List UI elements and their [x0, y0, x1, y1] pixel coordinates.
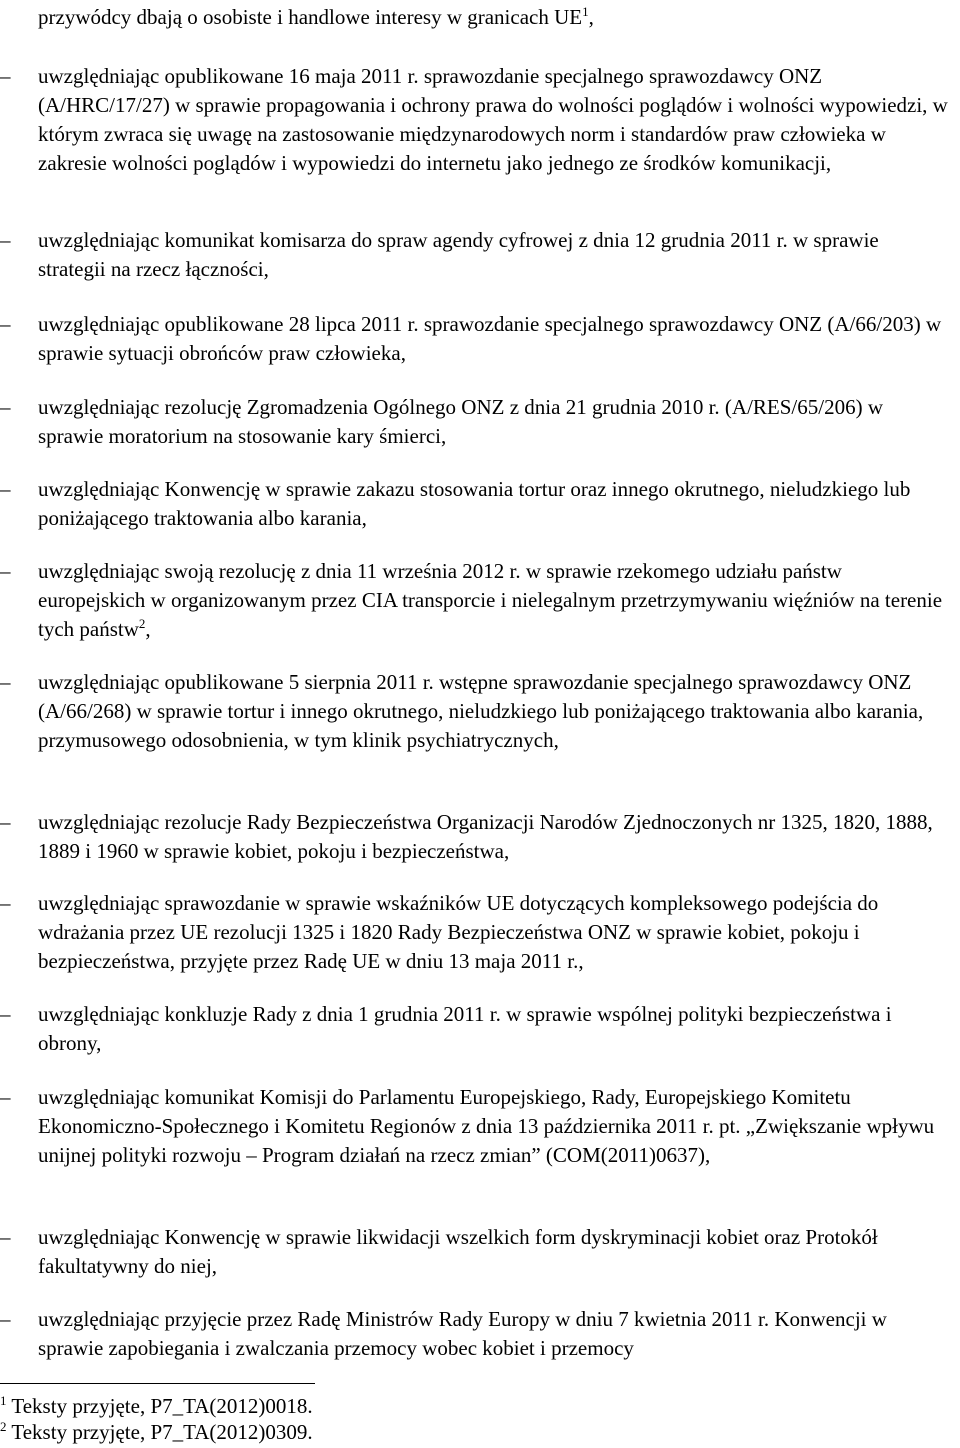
- paragraph-continuation: [38, 3, 950, 32]
- footnote-reference[interactable]: 2: [138, 616, 146, 631]
- dash-marker: –: [0, 228, 11, 252]
- paragraph-text: uwzględniając opublikowane 16 maja 2011 r. sprawozdanie specjalnego sprawozdawcy ONZ (A/HRC/17/27) w sprawie propagowania i ochrony prawa do wolności poglądów i wolności wypowiedzi, w którym zwraca się uwagę na zastosowanie międzynarodowych norm i standardów praw człowieka w zakresie wolności poglądów i wypowiedzi do internetu jako jednego ze środków komunikacji,: [38, 64, 948, 175]
- footnote: [0, 1419, 313, 1446]
- dash-marker: –: [0, 1085, 11, 1109]
- recital-paragraph: [0, 1223, 950, 1281]
- dash-marker: –: [0, 312, 11, 336]
- dash-marker: –: [0, 559, 11, 583]
- footnote-mark: 2: [0, 1419, 7, 1434]
- paragraph-tail: ,: [588, 5, 594, 29]
- recital-paragraph: [0, 1000, 950, 1058]
- paragraph-text: uwzględniając konkluzje Rady z dnia 1 grudnia 2011 r. w sprawie wspólnej polityki bezpieczeństwa i obrony,: [38, 1002, 892, 1055]
- footnote-separator: [0, 1383, 315, 1384]
- recital-paragraph: [0, 668, 950, 755]
- recital-paragraph: [0, 1083, 950, 1170]
- recital-paragraph: [0, 62, 950, 178]
- recital-paragraph: [0, 889, 950, 976]
- recital-paragraph: [0, 226, 950, 284]
- paragraph-text: uwzględniając rezolucje Rady Bezpieczeństwa Organizacji Narodów Zjednoczonych nr 1325, 1820, 1888, 1889 i 1960 w sprawie kobiet, pokoju i bezpieczeństwa,: [38, 810, 933, 863]
- recital-paragraph: [0, 310, 950, 368]
- paragraph-tail: ,: [145, 617, 151, 641]
- paragraph-text: uwzględniając sprawozdanie w sprawie wskaźników UE dotyczących kompleksowego podejścia do wdrażania przez UE rezolucji 1325 i 1820 Rady Bezpieczeństwa ONZ w sprawie kobiet, pokoju i bezpieczeństwa, przyjęte przez Radę UE w dniu 13 maja 2011 r.,: [38, 891, 879, 973]
- footnote-reference[interactable]: 1: [582, 4, 589, 19]
- paragraph-text: uwzględniając przyjęcie przez Radę Ministrów Rady Europy w dniu 7 kwietnia 2011 r. Konwencji w sprawie zapobiegania i zwalczania przemocy wobec kobiet i przemocy: [38, 1307, 887, 1360]
- dash-marker: –: [0, 477, 11, 501]
- paragraph-text: przywódcy dbają o osobiste i handlowe interesy w granicach UE: [38, 5, 583, 29]
- dash-marker: –: [0, 810, 11, 834]
- dash-marker: –: [0, 64, 11, 88]
- dash-marker: –: [0, 395, 11, 419]
- paragraph-text: uwzględniając rezolucję Zgromadzenia Ogólnego ONZ z dnia 21 grudnia 2010 r. (A/RES/65/206) w sprawie moratorium na stosowanie kary śmierci,: [38, 395, 884, 448]
- dash-marker: –: [0, 1002, 11, 1026]
- paragraph-text: uwzględniając Konwencję w sprawie likwidacji wszelkich form dyskryminacji kobiet oraz Protokół fakultatywny do niej,: [38, 1225, 878, 1278]
- dash-marker: –: [0, 1307, 11, 1331]
- dash-marker: –: [0, 1225, 11, 1249]
- footnote-mark: 1: [0, 1393, 7, 1408]
- paragraph-text: uwzględniając opublikowane 5 sierpnia 2011 r. wstępne sprawozdanie specjalnego sprawozdawcy ONZ (A/66/268) w sprawie tortur i innego okrutnego, nieludzkiego lub poniżającego traktowania albo karania, przymusowego odosobnienia, w tym klinik psychiatrycznych,: [38, 670, 924, 752]
- paragraph-text: uwzględniając opublikowane 28 lipca 2011 r. sprawozdanie specjalnego sprawozdawcy ONZ (A/66/203) w sprawie sytuacji obrońców praw człowieka,: [38, 312, 942, 365]
- recital-paragraph: [0, 475, 950, 533]
- recital-paragraph: [0, 393, 950, 451]
- paragraph-text: uwzględniając Konwencję w sprawie zakazu stosowania tortur oraz innego okrutnego, nieludzkiego lub poniżającego traktowania albo karania,: [38, 477, 911, 530]
- dash-marker: –: [0, 891, 11, 915]
- footnote-text: Teksty przyjęte, P7_TA(2012)0309.: [11, 1420, 313, 1444]
- recital-paragraph: [0, 1305, 950, 1363]
- recital-paragraph: [0, 808, 950, 866]
- footnote: [0, 1393, 313, 1420]
- recital-paragraph: [0, 557, 950, 644]
- footnote-text: Teksty przyjęte, P7_TA(2012)0018.: [11, 1394, 313, 1418]
- paragraph-text: uwzględniając komunikat Komisji do Parlamentu Europejskiego, Rady, Europejskiego Komitetu Ekonomiczno-Społecznego i Komitetu Regionów z dnia 13 października 2011 r. pt. „Zwiększanie wpływu unijnej polityki rozwoju – Program działań na rzecz zmian” (COM(2011)0637),: [38, 1085, 935, 1167]
- dash-marker: –: [0, 670, 11, 694]
- paragraph-text: uwzględniając komunikat komisarza do spraw agendy cyfrowej z dnia 12 grudnia 2011 r. w sprawie strategii na rzecz łączności,: [38, 228, 879, 281]
- paragraph-text: uwzględniając swoją rezolucję z dnia 11 września 2012 r. w sprawie rzekomego udziału państw europejskich w organizowanym przez CIA transporcie i nielegalnym przetrzymywaniu więźniów na terenie tych państw: [38, 559, 943, 641]
